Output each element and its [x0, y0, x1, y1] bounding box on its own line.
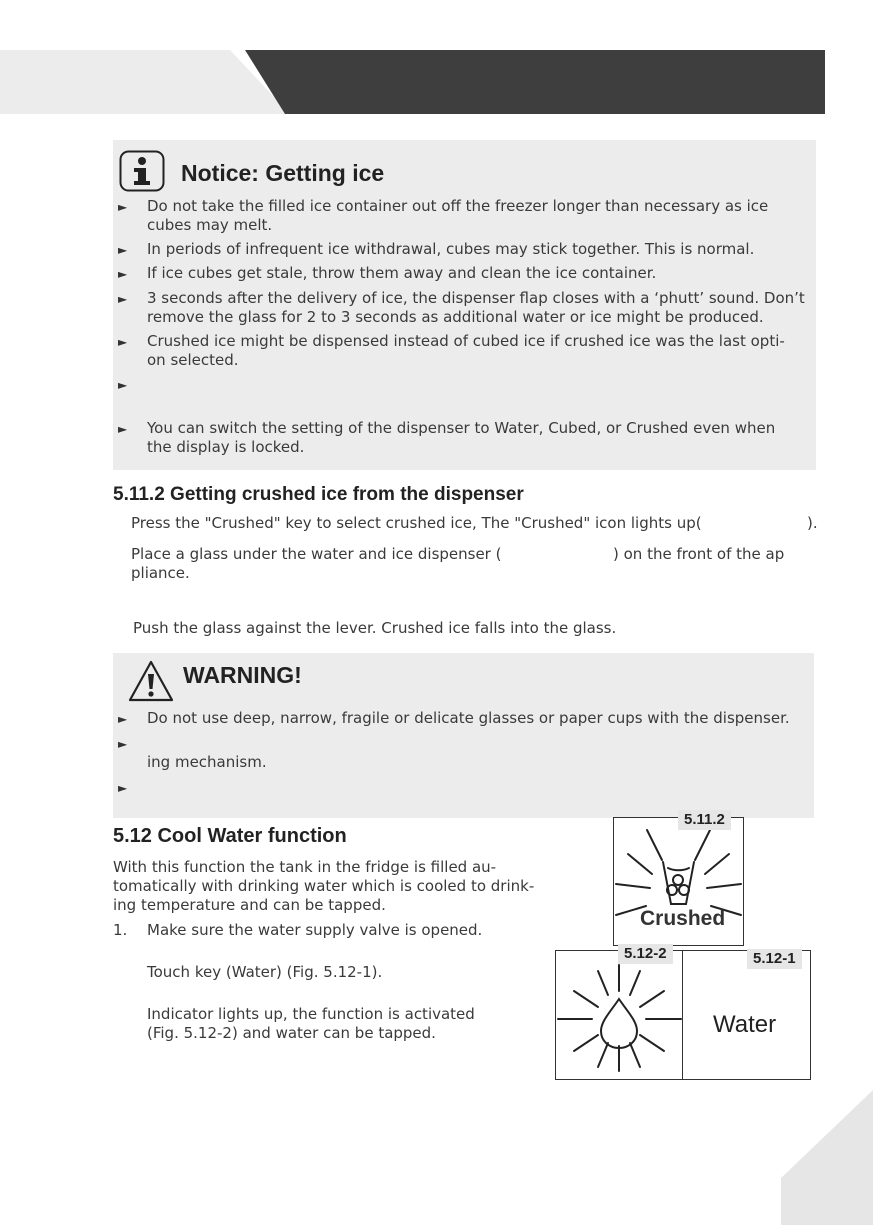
figure-label-5-11-2: 5.11.2 [678, 810, 731, 830]
page-corner-tab [781, 1090, 873, 1225]
bullet-arrow-icon: ► [118, 422, 128, 436]
figure-label-5-12-2: 5.12-2 [618, 944, 673, 964]
list-item: ► You can switch the setting of the dispenser to Water, Cubed, or Crushed even when the display is locked. [118, 419, 776, 456]
water-key-text: Water [713, 1011, 777, 1038]
info-icon [119, 150, 165, 192]
notice-title: Notice: Getting ice [181, 160, 385, 186]
warning-box [113, 653, 814, 818]
paragraph-place-glass: Place a glass under the water and ice dispenser ( ) on the front of the ap pliance. [131, 545, 785, 582]
figure-water-indicator [555, 945, 684, 1080]
step-3-text: Indicator lights up, the function is activated (Fig. 5.12-2) and water can be tapped. [147, 1005, 475, 1042]
bullet-arrow-icon: ► [118, 378, 128, 392]
section-heading-5-12: 5.12 Cool Water function [113, 825, 347, 847]
bullet-arrow-icon: ► [118, 335, 128, 349]
header-light-band [0, 50, 290, 114]
list-item: ► ing mechanism. [118, 737, 267, 771]
bullet-arrow-icon: ► [118, 292, 128, 306]
warning-triangle-icon [127, 659, 175, 703]
paragraph-press-crushed: Press the "Crushed" key to select crushed ice, The "Crushed" icon lights up( ). [131, 514, 818, 532]
figure-water-key [682, 950, 811, 1080]
figure-label-5-12-1: 5.12-1 [747, 949, 802, 969]
list-item: ► Do not use deep, narrow, fragile or delicate glasses or paper cups with the dispenser. [118, 709, 790, 727]
bullet-arrow-icon: ► [118, 243, 128, 257]
bullet-arrow-icon: ► [118, 200, 128, 214]
notice-box [113, 140, 816, 470]
warning-title: WARNING! [183, 662, 302, 688]
list-item: ► 3 seconds after the delivery of ice, the dispenser flap closes with a ‘phutt’ sound. Don’t remove the glass for 2 to 3 seconds as additional water or ice might be produced. [118, 289, 805, 326]
step-2-text: Touch key (Water) (Fig. 5.12-1). [147, 963, 383, 981]
bullet-arrow-icon: ► [118, 712, 128, 726]
paragraph-push-glass: Push the glass against the lever. Crushed ice falls into the glass. [133, 619, 617, 637]
step-1-text: Make sure the water supply valve is opened. [147, 921, 483, 939]
bullet-arrow-icon: ► [118, 781, 128, 795]
paragraph-cool-water-intro: With this function the tank in the fridge is filled au- tomatically with drinking water which is cooled to drink- ing temperature and can be tapped. [113, 858, 535, 914]
list-item: ► Do not take the filled ice container out off the freezer longer than necessary as ice cubes may melt. [118, 197, 769, 234]
list-item: ► In periods of infrequent ice withdrawal, cubes may stick together. This is normal. [118, 240, 755, 258]
list-item: ► Crushed ice might be dispensed instead of cubed ice if crushed ice was the last opti- on selected. [118, 332, 785, 369]
bullet-arrow-icon: ► [118, 737, 128, 751]
water-drop-icon [556, 951, 683, 1079]
section-heading-5-11-2: 5.11.2 Getting crushed ice from the dispenser [113, 484, 524, 505]
figure-crushed-icon [613, 811, 744, 946]
list-item: ► If ice cubes get stale, throw them away and clean the ice container. [118, 264, 657, 282]
crushed-text: Crushed [640, 907, 726, 930]
bullet-arrow-icon: ► [118, 267, 128, 281]
step-number-1: 1. [113, 921, 128, 939]
header-dark-band [245, 50, 825, 114]
